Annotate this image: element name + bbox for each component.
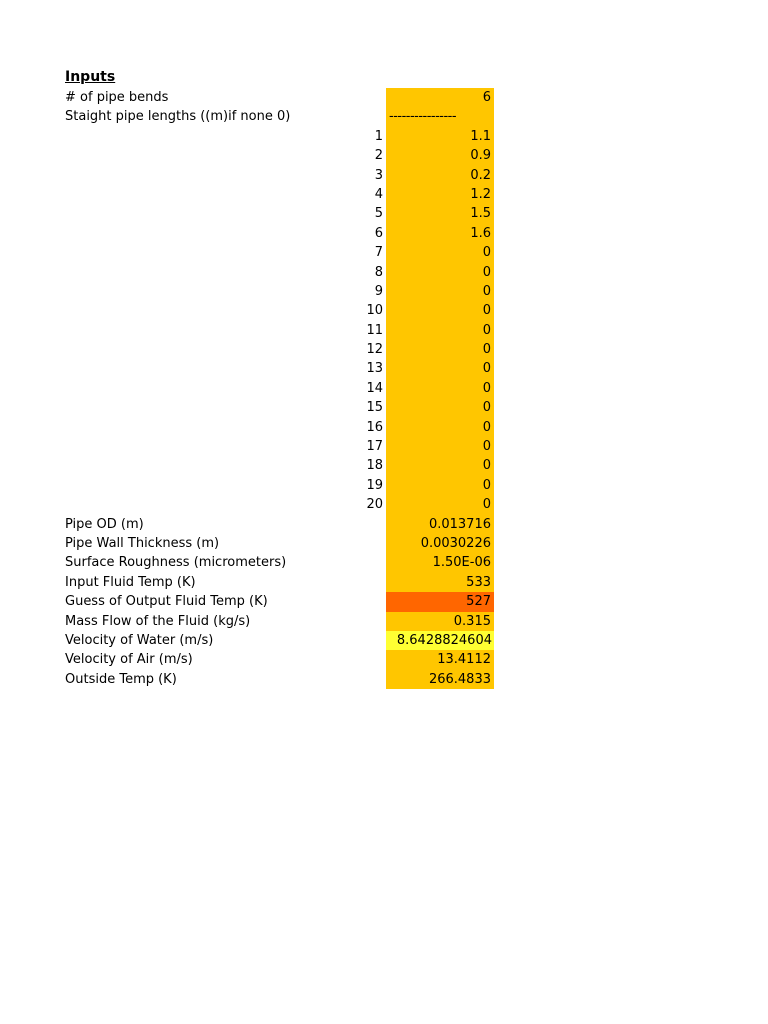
length-row [0, 476, 768, 495]
wall-thickness-value-cell[interactable]: 0.0030226 [386, 534, 494, 553]
length-value-cell[interactable]: 0 [386, 456, 494, 475]
length-row [0, 224, 768, 243]
length-value-cell[interactable]: 0.9 [386, 146, 494, 165]
length-index: 8 [374, 264, 383, 280]
length-row [0, 204, 768, 223]
length-row [0, 359, 768, 378]
length-row [0, 146, 768, 165]
wall-thickness-row [0, 534, 768, 553]
length-index: 18 [366, 458, 383, 474]
air-velocity-row [0, 650, 768, 669]
air-velocity-value-cell[interactable]: 13.4112 [386, 650, 494, 669]
length-row [0, 456, 768, 475]
length-row [0, 398, 768, 417]
output-fluid-temp-row [0, 592, 768, 611]
wall-thickness-label: Pipe Wall Thickness (m) [65, 535, 220, 551]
length-value-cell[interactable]: 0 [386, 379, 494, 398]
length-value-cell[interactable]: 1.1 [386, 127, 494, 146]
length-index: 5 [374, 206, 383, 222]
air-velocity-label: Velocity of Air (m/s) [65, 652, 193, 668]
straight-lengths-label: Staight pipe lengths ((m)if none 0) [65, 109, 291, 125]
pipe-bends-value-cell[interactable]: 6 [386, 88, 494, 107]
length-row [0, 379, 768, 398]
length-row [0, 263, 768, 282]
length-row [0, 243, 768, 262]
length-index: 19 [366, 477, 383, 493]
length-index: 4 [374, 186, 383, 202]
surface-roughness-label: Surface Roughness (micrometers) [65, 555, 287, 571]
output-fluid-temp-value-cell[interactable]: 527 [386, 592, 494, 611]
length-row [0, 321, 768, 340]
length-index: 6 [374, 225, 383, 241]
mass-flow-row [0, 612, 768, 631]
length-index: 20 [366, 497, 383, 513]
water-velocity-row [0, 631, 768, 650]
length-value-cell[interactable]: 0 [386, 263, 494, 282]
length-index: 3 [374, 167, 383, 183]
length-index: 14 [366, 380, 383, 396]
surface-roughness-value-cell[interactable]: 1.50E-06 [386, 553, 494, 572]
length-row [0, 185, 768, 204]
length-value-cell[interactable]: 0 [386, 321, 494, 340]
pipe-od-label: Pipe OD (m) [65, 516, 144, 532]
length-value-cell[interactable]: 0 [386, 495, 494, 514]
inputs-heading: Inputs [65, 69, 116, 85]
length-index: 11 [366, 322, 383, 338]
length-row [0, 340, 768, 359]
length-value-cell[interactable]: 0 [386, 301, 494, 320]
length-index: 17 [366, 439, 383, 455]
surface-roughness-row [0, 553, 768, 572]
length-index: 10 [366, 303, 383, 319]
water-velocity-label: Velocity of Water (m/s) [65, 632, 214, 648]
length-index: 12 [366, 342, 383, 358]
length-value-cell[interactable]: 1.6 [386, 224, 494, 243]
length-index: 1 [374, 128, 383, 144]
pipe-bends-row [0, 88, 768, 107]
straight-lengths-divider-cell[interactable]: ---------------- [386, 107, 494, 126]
input-fluid-temp-row [0, 573, 768, 592]
length-value-cell[interactable]: 0 [386, 476, 494, 495]
length-value-cell[interactable]: 0.2 [386, 166, 494, 185]
length-row [0, 437, 768, 456]
length-index: 7 [374, 245, 383, 261]
pipe-bends-label: # of pipe bends [65, 90, 169, 105]
outside-temp-row [0, 670, 768, 689]
input-fluid-temp-label: Input Fluid Temp (K) [65, 574, 196, 590]
length-value-cell[interactable]: 1.2 [386, 185, 494, 204]
output-fluid-temp-label: Guess of Output Fluid Temp (K) [65, 594, 268, 610]
water-velocity-value-cell[interactable]: 8.6428824604 [386, 631, 494, 650]
straight-lengths-row [0, 107, 768, 126]
length-row [0, 301, 768, 320]
length-index: 16 [366, 419, 383, 435]
mass-flow-value-cell[interactable]: 0.315 [386, 612, 494, 631]
mass-flow-label: Mass Flow of the Fluid (kg/s) [65, 613, 251, 629]
length-row [0, 282, 768, 301]
length-value-cell[interactable]: 0 [386, 398, 494, 417]
inputs-table [0, 88, 768, 689]
length-row [0, 495, 768, 514]
length-index: 13 [366, 361, 383, 377]
length-index: 2 [374, 148, 383, 164]
length-value-cell[interactable]: 0 [386, 282, 494, 301]
outside-temp-label: Outside Temp (K) [65, 671, 177, 687]
length-index: 15 [366, 400, 383, 416]
outside-temp-value-cell[interactable]: 266.4833 [386, 670, 494, 689]
length-row [0, 418, 768, 437]
length-value-cell[interactable]: 0 [386, 437, 494, 456]
length-value-cell[interactable]: 0 [386, 340, 494, 359]
length-row [0, 127, 768, 146]
length-row [0, 166, 768, 185]
length-value-cell[interactable]: 0 [386, 243, 494, 262]
pipe-od-value-cell[interactable]: 0.013716 [386, 515, 494, 534]
length-value-cell[interactable]: 0 [386, 418, 494, 437]
length-value-cell[interactable]: 1.5 [386, 204, 494, 223]
length-index: 9 [374, 283, 383, 299]
pipe-od-row [0, 515, 768, 534]
input-fluid-temp-value-cell[interactable]: 533 [386, 573, 494, 592]
length-value-cell[interactable]: 0 [386, 359, 494, 378]
